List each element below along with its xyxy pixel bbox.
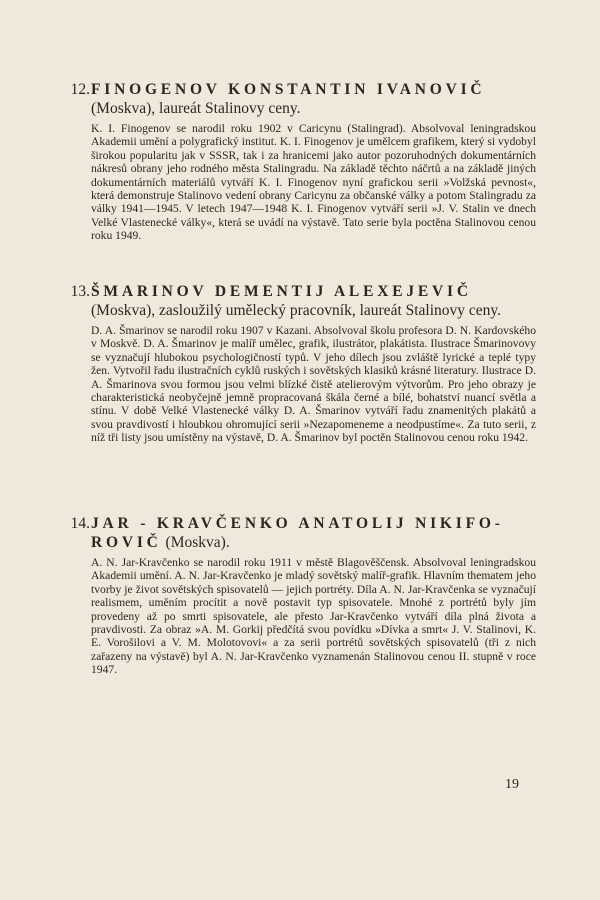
entry-text: A. N. Jar-Kravčenko se narodil roku 1911 v městě Blagověščensk. Absolvoval leningradskou Akademii umění. A. N. Jar-Kravčenko je mladý sovětský malíř-grafik. Hlavním thematem jeho tvorby je život sovětských spisovatelů — jejich portréty. Díla A. N. Jar-Kravčenka se vyznačují realismem, uměním procítit a nově postavit typ spisovatele. Mnohé z portrétů byly jím provedeny až po smrti spisovatele, ale přesto Jar-Kravčenko vytváří díla plná života a pravdivosti. Za obraz »A. M. Gorkij předčítá svou povídku »Dívka a smrt« J. V. Stalinovi, K. E. Vorošilovi a V. M. Molotovovi« a za serii portrétů sovětských spisovatelů (tři z nich zařazeny na výstavě) byl A. N. Jar-Kravčenko vyznamenán Stalinovou cenou II. stupně v roce 1947. [91, 556, 536, 677]
entry-heading [91, 80, 536, 118]
entry-text: K. I. Finogenov se narodil roku 1902 v Caricynu (Stalingrad). Absolvoval leningradskou Akademii umění a polygrafický institut. K. I. Finogenov je umělcem grafikem, který si vydobyl širokou popularitu jak v SSSR, tak i za hranicemi jako autor pozoruhodných dokumentárních nákresů obrany jeho rodného města Stalingradu. Na základě těchto náčrtů a na základě jiných dokumentárních materiálů vytváří K. I. Finogenov nyní grafickou serii »Volžská pevnost«, která demonstruje Stalinovo vedení obrany Caricynu za občanské války a potom Stalingradu za války 1941—1945. V letech 1947—1948 K. I. Finogenov vytváří serii »J. V. Stalin ve dnech Velké Vlastenecké války«, která se uvádí na výstavě. Tato serie byla poctěna Stalinovou cenou roku 1949. [91, 122, 536, 243]
entry-number: 14. [70, 515, 90, 532]
artist-subtitle: (Moskva). [165, 534, 230, 551]
entry-heading [91, 514, 536, 552]
entry-number: 12. [70, 81, 90, 98]
page-number: 19 [505, 777, 519, 792]
entry-14 [58, 514, 536, 677]
entry-text: D. A. Šmarinov se narodil roku 1907 v Kazani. Absolvoval školu profesora D. N. Kardovského v Moskvě. D. A. Šmarinov je malíř umělec, grafik, ilustrátor, plakátista. Ilustrace Šmarinovovy se vyznačují hlubokou psychologičností typů. V jeho dílech jsou zvláště lyrické a teplé typy žen. Vytvořil řadu ilustračních cyklů ruských i sovětských klasiků krásné literatury. Ilustrace D. A. Šmarinova svou formou jsou velmi blízké čistě atelierovým výtvorům. Pro jeho obrazy je charakteristická neobyčejně jemně propracovaná škála černé a bílé, bohatství nuancí světla a stínu. V době Velké Vlastenecké války D. A. Šmarinov vytváří řadu znamenitých plakátů a svou pravdivostí i hloubkou ohromující serii »Nezapomeneme a neodpustíme«. Za tuto serii, z níž tři listy jsou umístěny na výstavě, D. A. Šmarinov byl poctěn Stalinovou cenou roku 1942. [91, 324, 536, 445]
artist-name: FINOGENOV KONSTANTIN IVANOVIČ [91, 81, 486, 98]
entry-12 [58, 80, 536, 243]
artist-subtitle: (Moskva), laureát Stalinovy ceny. [91, 100, 301, 117]
artist-name: ŠMARINOV DEMENTIJ ALEXEJEVIČ [91, 283, 472, 300]
entry-number: 13. [70, 283, 90, 300]
artist-subtitle: (Moskva), zasloužilý umělecký pracovník, laureát Stalinovy ceny. [91, 302, 502, 319]
artist-name: JAR - KRAVČENKO ANATOLIJ NIKIFO-ROVIČ [91, 515, 504, 551]
entry-heading [91, 282, 536, 320]
entry-13 [58, 282, 536, 445]
